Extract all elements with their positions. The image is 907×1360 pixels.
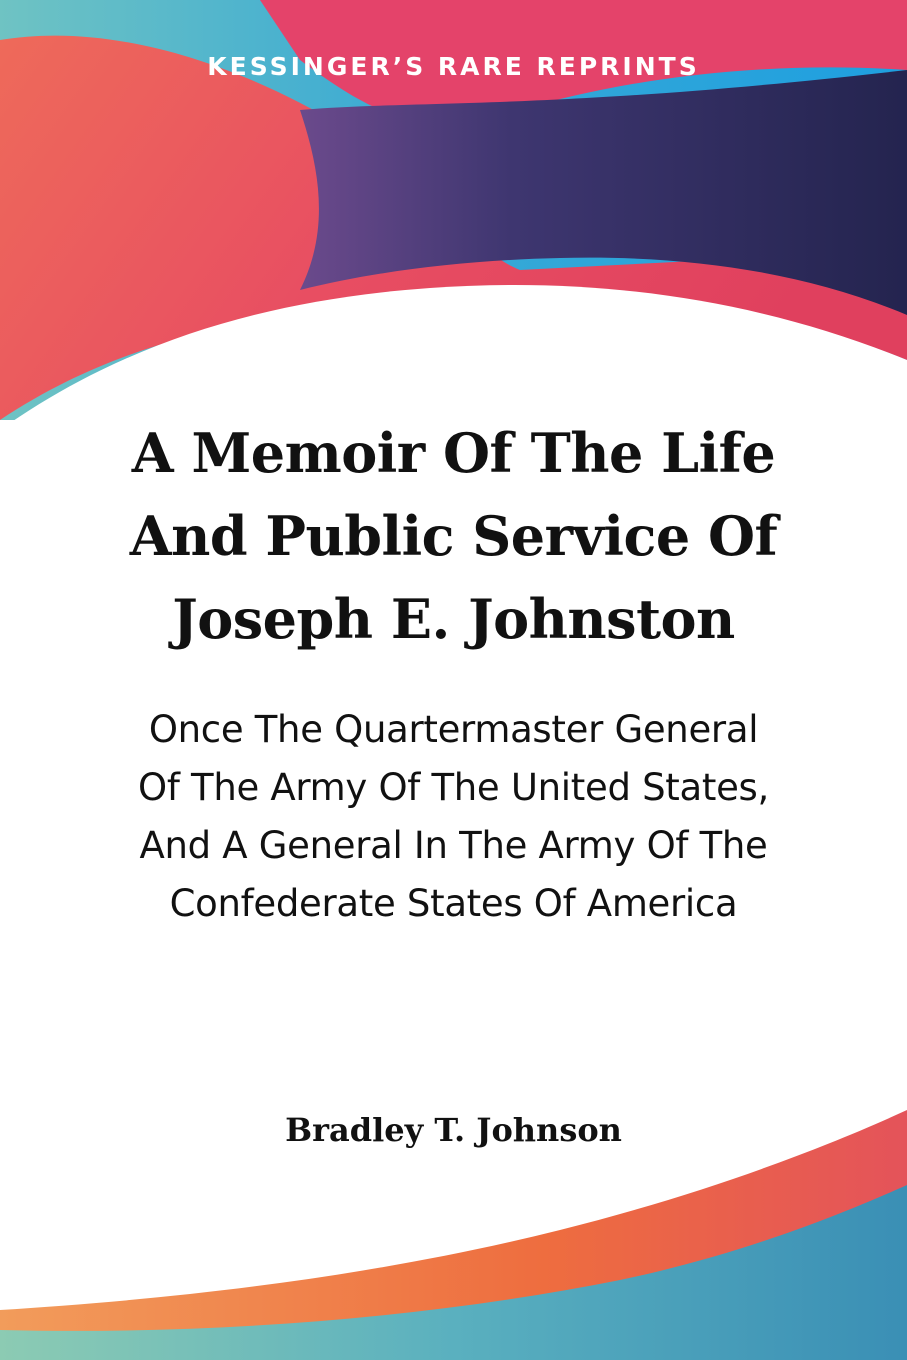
- book-author: Bradley T. Johnson: [285, 1111, 622, 1149]
- subtitle-line: Of The Army Of The United States,: [138, 766, 769, 809]
- title-line: Joseph E. Johnston: [172, 587, 735, 651]
- title-line: A Memoir Of The Life: [131, 421, 776, 485]
- publisher-banner: KESSINGER’S RARE REPRINTS: [207, 52, 700, 81]
- title-line: And Public Service Of: [129, 504, 778, 568]
- book-title: [60, 412, 847, 661]
- subtitle-line: Once The Quartermaster General: [148, 708, 759, 751]
- book-subtitle: [40, 701, 867, 933]
- subtitle-line: And A General In The Army Of The: [139, 824, 768, 867]
- subtitle-line: Confederate States Of America: [169, 882, 738, 925]
